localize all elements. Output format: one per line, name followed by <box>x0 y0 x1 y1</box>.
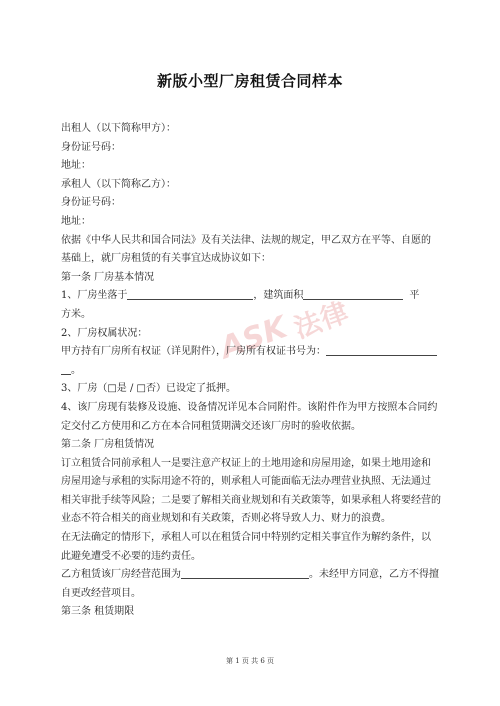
scope-text-b: 。未经甲方同意，乙方不得擅 <box>309 569 439 581</box>
lessor-line: 出租人（以下简称甲方）： <box>61 123 176 134</box>
lessor-address-line: 地址： <box>61 160 91 172</box>
clause-1-1-text-c: 平 <box>409 290 420 302</box>
clause-1-1-cont: 方米。 <box>61 308 91 320</box>
page-number-footer: 第 1 页 共 6 页 <box>225 657 275 665</box>
business-scope-blank <box>181 566 309 579</box>
clause-1-2-detail <box>61 343 441 362</box>
clause-1-3: 3、厂房（□是 / □否）已设定了抵押。 <box>61 383 236 395</box>
certificate-number-blank <box>326 343 437 356</box>
document-title: 新版小型厂房租赁合同样本 <box>156 72 343 90</box>
scope-line-cont: 自更改经营项目。 <box>61 587 141 599</box>
note-line-1: 订立租赁合同前承租人一是要注意产权证上的土地用途和房屋用途，如果土地用途和 <box>61 457 431 469</box>
clause-1-2-text: 甲方持有厂房所有权证（详见附件），厂房所有权证书号为： <box>61 346 326 358</box>
lessee-id-line: 身份证号码： <box>61 197 121 209</box>
clause-1-2: 2、厂房权属状况： <box>61 327 148 339</box>
scope-line <box>61 566 441 585</box>
clause-1-4-cont: 定交付乙方使用和乙方在本合同租赁期满交还该厂房时的验收依据。 <box>61 420 361 432</box>
note-line-2: 房屋用途与承租的实际用途不符的，则承租人可能面临无法办理营业执照、无法通过 <box>61 476 431 488</box>
clause-1-1-text-a: 1、厂房坐落于 <box>61 290 128 302</box>
clause-1-4: 4、该厂房现有装修及设施、设备情况详见本合同附件。该附件作为甲方按照本合同约 <box>61 401 438 413</box>
area-blank <box>303 287 403 300</box>
lessee-line: 承租人（以下简称乙方）： <box>61 178 176 190</box>
clause-1-2-cont: 。 <box>61 362 441 381</box>
note-line-6: 此避免遭受不必要的违约责任。 <box>61 550 201 562</box>
article-2-heading: 第二条 厂房租赁情况 <box>61 439 155 451</box>
clause-1-1-text-b: ，建筑面积 <box>253 290 304 302</box>
preamble-line-2: 基础上，就厂房租赁的有关事宜达成协议如下： <box>61 253 271 265</box>
lessee-address-line: 地址： <box>61 215 91 227</box>
location-blank <box>127 287 253 300</box>
article-3-heading: 第三条 租赁期限 <box>61 606 135 618</box>
document-body <box>61 120 441 622</box>
clause-1-1 <box>61 287 441 306</box>
article-1-heading: 第一条 厂房基本情况 <box>61 271 155 283</box>
note-line-3: 相关审批手续等风险；二是要了解相关商业规划和有关政策等，如果承租人将要经营的 <box>61 494 441 506</box>
preamble-line-1: 依据《中华人民共和国合同法》及有关法律、法规的规定，甲乙双方在平等、自愿的 <box>61 234 431 246</box>
scope-text-a: 乙方租赁该厂房经营范围为 <box>61 569 181 581</box>
note-line-4: 业态不符合相关的商业规划和有关政策，否则必将导致人力、财力的浪费。 <box>61 513 391 525</box>
note-line-5: 在无法确定的情形下，承租人可以在租赁合同中特别约定相关事宜作为解约条件，以 <box>61 532 431 544</box>
watermark-logo: ASK 法律 <box>215 296 354 367</box>
certificate-number-blank-cont <box>61 362 71 375</box>
lessor-id-line: 身份证号码： <box>61 141 121 153</box>
